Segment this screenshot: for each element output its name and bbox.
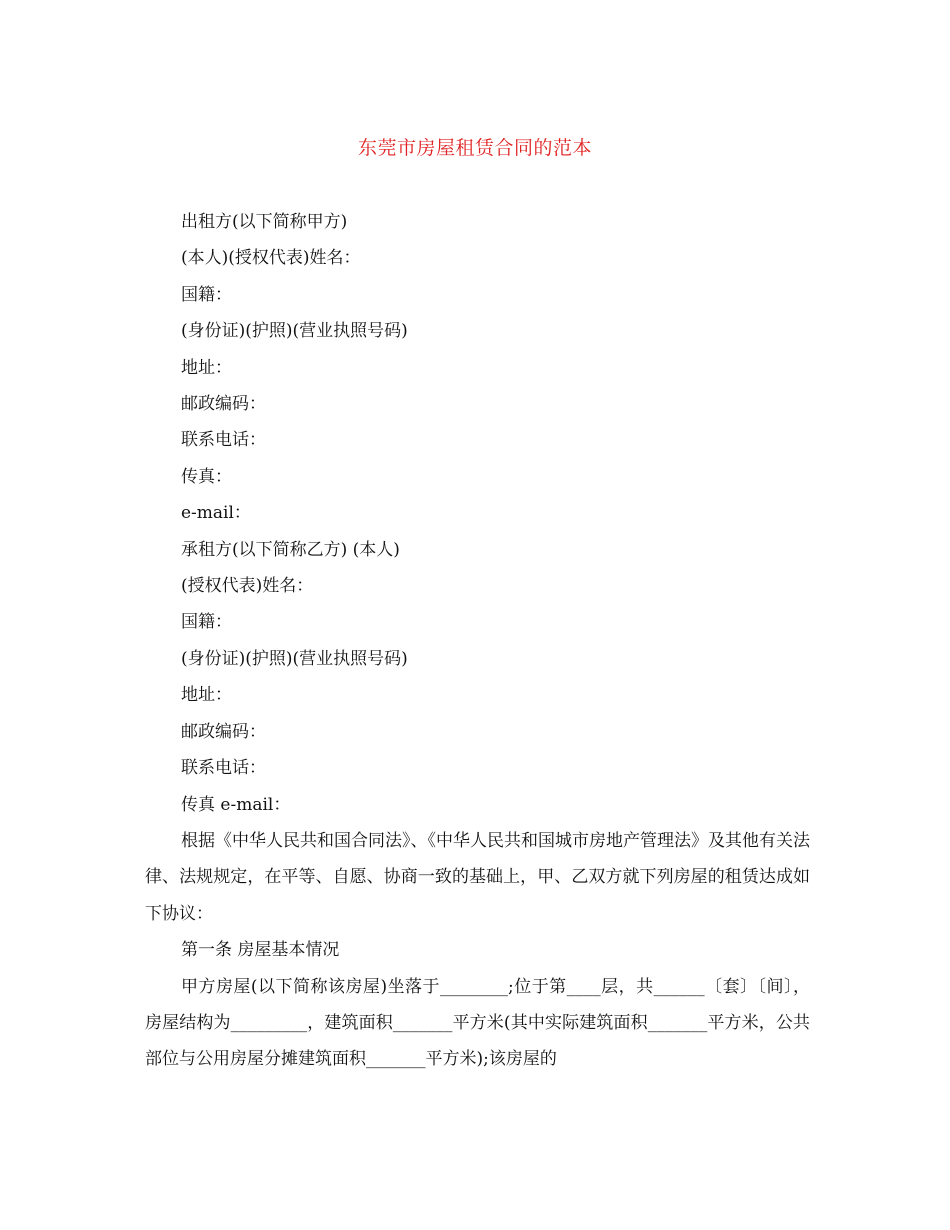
lessee-fax-email-field: 传真 e-mail： [181, 794, 291, 815]
lessee-phone-field: 联系电话： [181, 758, 266, 779]
lessor-address-field: 地址： [181, 357, 232, 378]
lessor-id-field: (身份证)(护照)(营业执照号码) [181, 321, 408, 342]
document-body [145, 204, 810, 1078]
lessor-phone-field: 联系电话： [181, 430, 266, 451]
article1-heading: 第一条 房屋基本情况 [181, 940, 340, 961]
intro-paragraph: 根据《中华人民共和国合同法》、《中华人民共和国城市房地产管理法》及其他有关法律、法规规定，在平等、自愿、协商一致的基础上，甲、乙双方就下列房屋的租赁达成如下协议： [145, 830, 810, 924]
article1-paragraph: 甲方房屋(以下简称该房屋)坐落于________;位于第____层，共______〔套〕〔间〕，房屋结构为_________，建筑面积_______平方米(其中实际建筑面积_______平方米，公共部位与公用房屋分摊建筑面积_______平方米);该房屋的 [145, 976, 810, 1070]
lessor-heading: 出租方(以下简称甲方) [181, 212, 348, 232]
lessee-id-field: (身份证)(护照)(营业执照号码) [181, 648, 408, 669]
lessee-name-field: (授权代表)姓名： [181, 576, 314, 597]
lessor-name-field: (本人)(授权代表)姓名： [181, 248, 361, 269]
lessee-heading: 承租方(以下简称乙方) (本人) [181, 539, 400, 560]
lessee-nationality-field: 国籍： [181, 612, 232, 633]
lessor-nationality-field: 国籍： [181, 284, 232, 305]
lessee-address-field: 地址： [181, 685, 232, 706]
document-title: 东莞市房屋租赁合同的范本 [357, 137, 592, 159]
lessor-postcode-field: 邮政编码： [181, 394, 266, 415]
lessee-postcode-field: 邮政编码： [181, 721, 266, 742]
lessor-fax-field: 传真： [181, 466, 232, 487]
lessor-email-field: e-mail： [181, 503, 251, 524]
